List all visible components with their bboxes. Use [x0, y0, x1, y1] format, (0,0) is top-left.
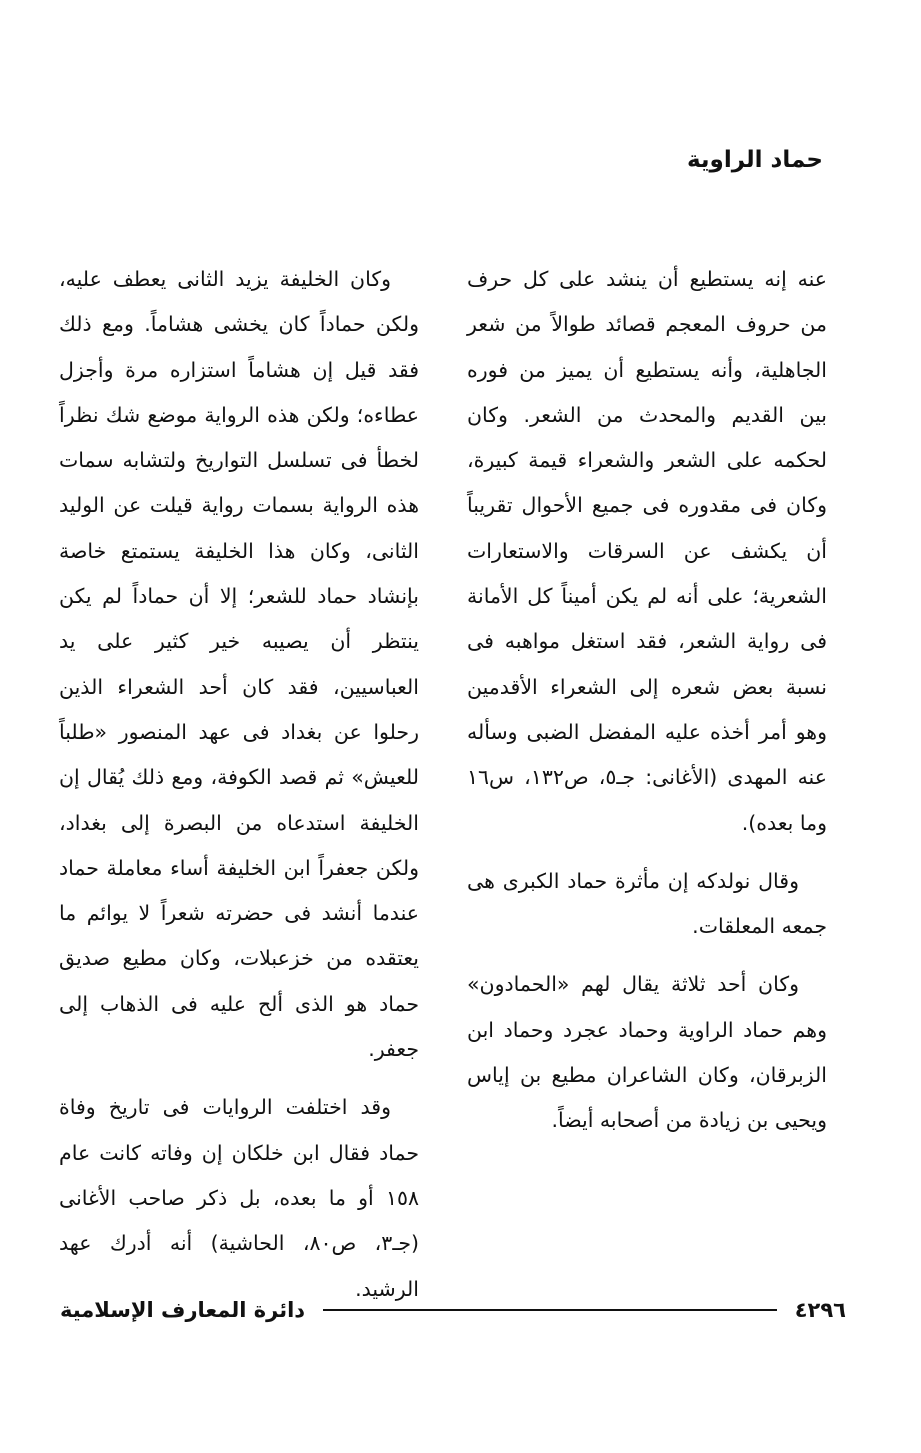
paragraph: عنه إنه يستطيع أن ينشد على كل حرف من حروف المعجم قصائد طوالاً من شعر الجاهلية، وأنه يستطيع أن يميز من فوره بين القديم والمحدث من الشعر. وكان لحكمه على الشعر والشعراء قيمة كبيرة، وكان فى مقدوره فى جميع الأحوال تقريباً أن يكشف عن السرقات والاستعارات الشعرية؛ على أنه لم يكن أميناً كل الأمانة فى رواية الشعر، فقد استغل مواهبه فى نسبة بعض شعره إلى الشعراء الأقدمين وهو أمر أخذه عليه المفضل الضبى وسأله عنه المهدى (الأغانى: جـ٥، ص١٣٢، س١٦ وما بعده). [467, 267, 827, 835]
page-footer [60, 1290, 846, 1330]
paragraph: وقال نولدكه إن مأثرة حماد الكبرى هى جمعه المعلقات. [467, 868, 827, 939]
text-column-right [467, 257, 827, 1157]
running-head-title: حماد الراوية [686, 147, 823, 173]
paragraph: وكان الخليفة يزيد الثانى يعطف عليه، ولكن حماداً كان يخشى هشاماً. ومع ذلك فقد قيل إن هشاماً استزاره مرة وأجزل عطاءه؛ ولكن هذه الرواية موضع شك نظراً لخطأ فى تسلسل التواريخ ولتشابه سمات هذه الرواية بسمات رواية قيلت عن الوليد الثانى، وكان هذا الخليفة يستمتع خاصة بإنشاد حماد للشعر؛ إلا أن حماداً لم يكن ينتظر أن يصيبه خير كثير على يد العباسيين، فقد كان أحد الشعراء الذين رحلوا عن بغداد فى عهد المنصور «طلباً للعيش» ثم قصد الكوفة، ومع ذلك يُقال إن الخليفة استدعاه من البصرة إلى بغداد، ولكن جعفراً ابن الخليفة أساء معاملة حماد عندما أنشد فى حضرته شعراً لا يوائم ما يعتقده من خزعبلات، وكان مطيع صديق حماد هو الذى ألح عليه فى الذهاب إلى جعفر. [59, 267, 419, 1062]
paragraph: وكان أحد ثلاثة يقال لهم «الحمادون» وهم حماد الراوية وحماد عجرد وحماد ابن الزبرقان، وكان الشاعران مطيع بن إياس ويحيى بن زيادة من أصحابه أيضاً. [467, 972, 827, 1133]
paragraph: وقد اختلفت الروايات فى تاريخ وفاة حماد فقال ابن خلكان إن وفاته كانت عام ١٥٨ أو ما بعده، بل ذكر صاحب الأغانى (جـ٣، ص٨٠، الحاشية) أنه أدرك عهد الرشيد. [59, 1095, 419, 1301]
footer-rule [323, 1309, 777, 1311]
text-column-left [59, 257, 419, 1325]
publication-title: دائرة المعارف الإسلامية [60, 1298, 306, 1322]
page-number: ٤٢٩٦ [794, 1298, 846, 1322]
